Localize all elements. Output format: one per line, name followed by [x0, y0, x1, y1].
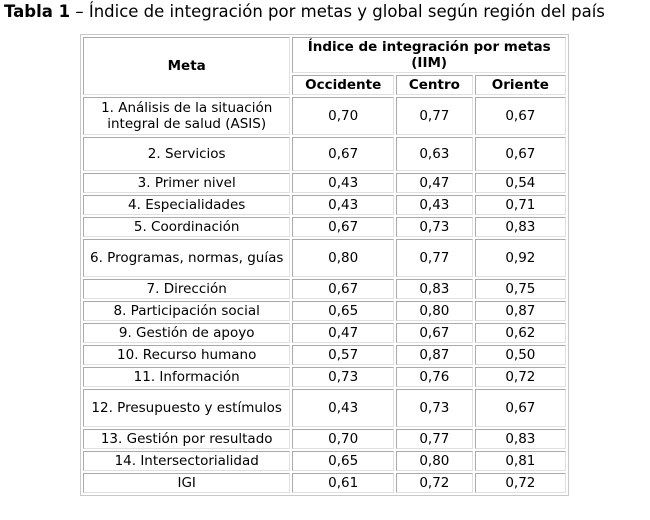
value-cell: 0,80 [396, 451, 473, 471]
meta-cell: 6. Programas, normas, guías [83, 239, 290, 277]
value-cell: 0,65 [292, 301, 394, 321]
value-cell: 0,70 [292, 429, 394, 449]
meta-cell: 13. Gestión por resultado [83, 429, 290, 449]
value-cell: 0,75 [475, 279, 566, 299]
value-cell: 0,72 [396, 473, 473, 493]
value-cell: 0,47 [292, 323, 394, 343]
value-cell: 0,50 [475, 345, 566, 365]
value-cell: 0,77 [396, 239, 473, 277]
value-cell: 0,67 [292, 217, 394, 237]
table-row [83, 239, 566, 277]
value-cell: 0,63 [396, 137, 473, 171]
header-region: Centro [396, 75, 473, 95]
value-cell: 0,73 [396, 389, 473, 427]
meta-cell: 5. Coordinación [83, 217, 290, 237]
value-cell: 0,87 [396, 345, 473, 365]
value-cell: 0,83 [475, 217, 566, 237]
value-cell: 0,43 [292, 389, 394, 427]
value-cell: 0,73 [396, 217, 473, 237]
value-cell: 0,57 [292, 345, 394, 365]
value-cell: 0,67 [396, 323, 473, 343]
meta-cell: 2. Servicios [83, 137, 290, 171]
table-row [83, 323, 566, 343]
value-cell: 0,43 [292, 195, 394, 215]
value-cell: 0,76 [396, 367, 473, 387]
meta-cell: 3. Primer nivel [83, 173, 290, 193]
value-cell: 0,87 [475, 301, 566, 321]
table-row [83, 429, 566, 449]
header-row [83, 37, 566, 73]
table-row [83, 451, 566, 471]
value-cell: 0,83 [475, 429, 566, 449]
value-cell: 0,77 [396, 97, 473, 135]
table-row [83, 173, 566, 193]
value-cell: 0,61 [292, 473, 394, 493]
meta-cell: 9. Gestión de apoyo [83, 323, 290, 343]
value-cell: 0,62 [475, 323, 566, 343]
header-meta: Meta [83, 37, 290, 95]
meta-cell: 10. Recurso humano [83, 345, 290, 365]
value-cell: 0,67 [475, 137, 566, 171]
value-cell: 0,47 [396, 173, 473, 193]
header-region: Occidente [292, 75, 394, 95]
table-row [83, 279, 566, 299]
value-cell: 0,67 [475, 389, 566, 427]
table-row [83, 473, 566, 493]
table-caption [4, 2, 605, 21]
table-row [83, 345, 566, 365]
table-caption-text: – Índice de integración por metas y global según región del país [70, 2, 605, 21]
value-cell: 0,70 [292, 97, 394, 135]
value-cell: 0,80 [292, 239, 394, 277]
value-cell: 0,67 [292, 137, 394, 171]
value-cell: 0,67 [292, 279, 394, 299]
table-row [83, 389, 566, 427]
meta-cell: 11. Información [83, 367, 290, 387]
meta-cell: IGI [83, 473, 290, 493]
meta-cell: 1. Análisis de la situación integral de salud (ASIS) [83, 97, 290, 135]
value-cell: 0,43 [292, 173, 394, 193]
meta-cell: 4. Especialidades [83, 195, 290, 215]
value-cell: 0,77 [396, 429, 473, 449]
meta-cell: 7. Dirección [83, 279, 290, 299]
table-row [83, 301, 566, 321]
value-cell: 0,92 [475, 239, 566, 277]
table-caption-lead: Tabla 1 [4, 2, 71, 21]
header-iim-group: Índice de integración por metas (IIM) [292, 37, 566, 73]
value-cell: 0,65 [292, 451, 394, 471]
header-region: Oriente [475, 75, 566, 95]
value-cell: 0,80 [396, 301, 473, 321]
value-cell: 0,72 [475, 367, 566, 387]
table-row [83, 137, 566, 171]
value-cell: 0,43 [396, 195, 473, 215]
value-cell: 0,83 [396, 279, 473, 299]
value-cell: 0,73 [292, 367, 394, 387]
table-row [83, 217, 566, 237]
value-cell: 0,72 [475, 473, 566, 493]
value-cell: 0,54 [475, 173, 566, 193]
value-cell: 0,67 [475, 97, 566, 135]
table-row [83, 367, 566, 387]
meta-cell: 12. Presupuesto y estímulos [83, 389, 290, 427]
value-cell: 0,71 [475, 195, 566, 215]
table-row [83, 195, 566, 215]
table-row [83, 97, 566, 135]
value-cell: 0,81 [475, 451, 566, 471]
integration-index-table [80, 34, 569, 496]
meta-cell: 8. Participación social [83, 301, 290, 321]
meta-cell: 14. Intersectorialidad [83, 451, 290, 471]
